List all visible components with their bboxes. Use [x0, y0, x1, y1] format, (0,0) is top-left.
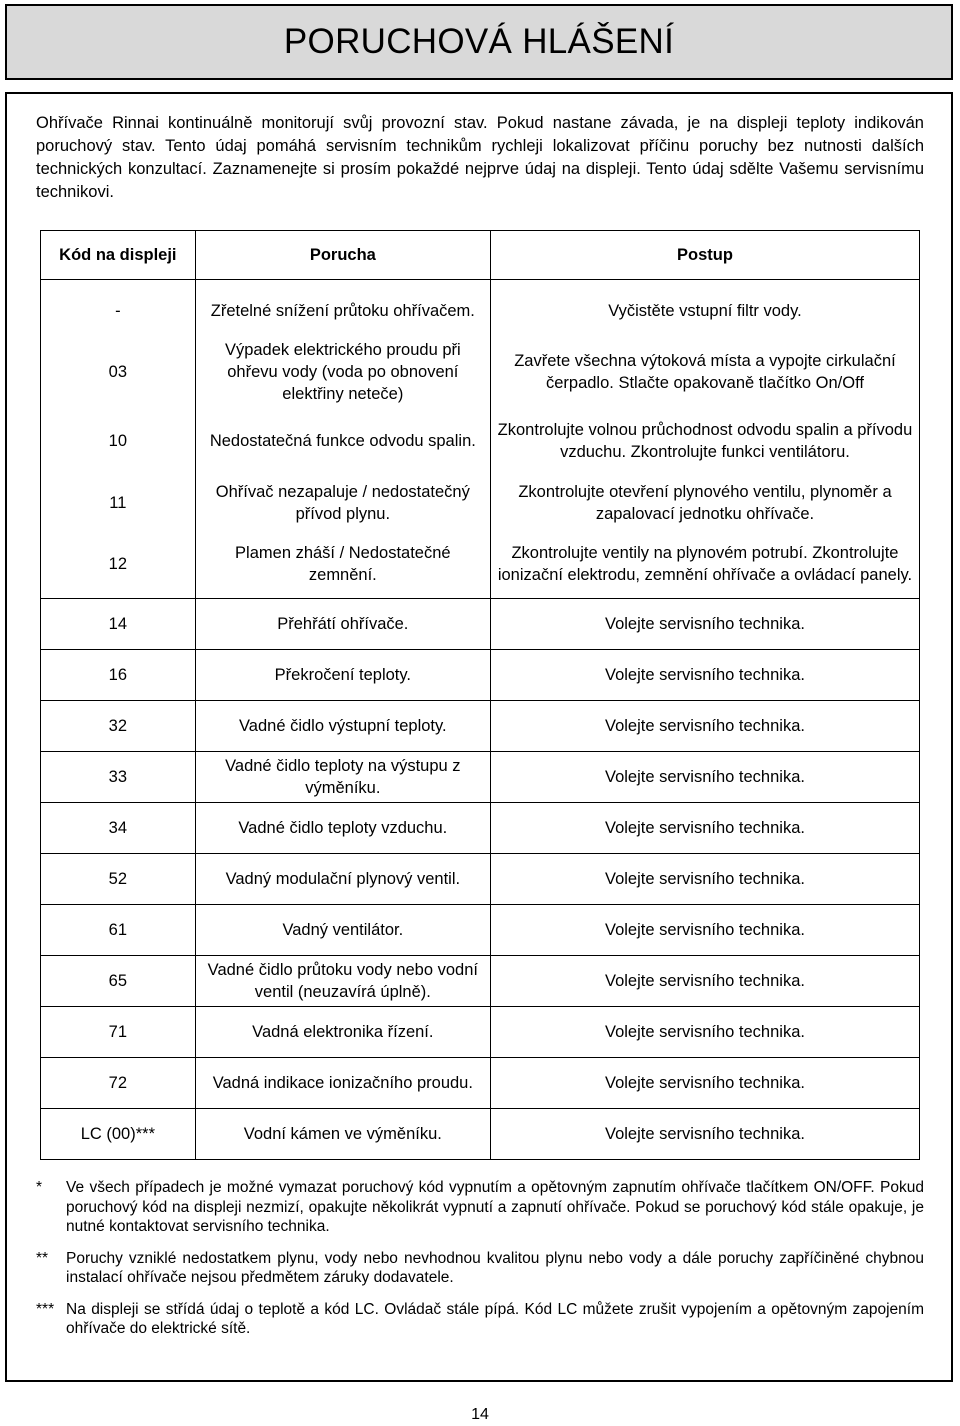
fix-instruction: Volejte servisního technika.	[490, 1058, 919, 1109]
footnote	[36, 1178, 924, 1237]
table-row	[41, 701, 920, 752]
page-number: 14	[471, 1406, 489, 1423]
fault-description: Vadné čidlo průtoku vody nebo vodní ventil (neuzavírá úplně).	[195, 956, 490, 1007]
fix-instruction: Volejte servisního technika.	[490, 599, 919, 650]
table-row	[41, 650, 920, 701]
footnote-marker: *	[36, 1179, 43, 1196]
fault-description: Vadný modulační plynový ventil.	[195, 854, 490, 905]
fault-description: Vadné čidlo teploty vzduchu.	[195, 803, 490, 854]
footnote	[36, 1249, 924, 1288]
fix-instruction: Volejte servisního technika.	[490, 905, 919, 956]
fault-description: Vadná elektronika řízení.	[195, 1007, 490, 1058]
fix-instruction: Zkontrolujte otevření plynového ventilu, plynoměr a zapalovací jednotku ohřívače.	[518, 483, 892, 523]
fault-code: 34	[41, 803, 196, 854]
fix-instruction: Volejte servisního technika.	[490, 701, 919, 752]
fault-code: 14	[41, 599, 196, 650]
fix-instruction: Volejte servisního technika.	[490, 854, 919, 905]
fault-description: Zřetelné snížení průtoku ohřívačem.	[210, 302, 475, 320]
footnote-marker: **	[36, 1249, 49, 1267]
fault-description: Nedostatečná funkce odvodu spalin.	[209, 432, 476, 450]
footnote-marker: ***	[36, 1300, 55, 1318]
fix-instruction: Zkontrolujte volnou průchodnost odvodu spalin a přívodu vzduchu. Zkontrolujte funkci ventilátoru.	[497, 421, 913, 461]
fault-code: 33	[41, 752, 196, 803]
fault-description: Ohřívač nezapaluje / nedostatečný přívod plynu.	[215, 483, 470, 523]
fault-description: Přehřátí ohřívače.	[195, 599, 490, 650]
fault-code: 72	[41, 1058, 196, 1109]
title-box	[5, 4, 953, 80]
table-header-row	[41, 231, 920, 280]
header-code: Kód na displeji	[41, 231, 196, 280]
fault-code: 61	[41, 905, 196, 956]
page-title: PORUCHOVÁ HLÁŠENÍ	[283, 22, 675, 61]
fix-instruction: Zavřete všechna výtoková místa a vypojte cirkulační čerpadlo. Stlačte opakovaně tlačítko On/Off	[514, 352, 896, 392]
table-row	[41, 956, 920, 1007]
table-row	[41, 905, 920, 956]
fault-code: -	[115, 302, 121, 320]
fault-code: 10	[108, 432, 128, 450]
fault-code: 32	[41, 701, 196, 752]
table-row	[41, 752, 920, 803]
fix-instruction: Volejte servisního technika.	[490, 1109, 919, 1160]
fault-description: Vadné čidlo výstupní teploty.	[195, 701, 490, 752]
fix-instruction: Zkontrolujte ventily na plynovém potrubí. Zkontrolujte ionizační elektrodu, zemnění ohřívače a ovládací panely.	[497, 544, 913, 584]
table-row	[41, 803, 920, 854]
fault-description: Výpadek elektrického proudu při ohřevu vody (voda po obnovení elektřiny neteče)	[224, 341, 461, 403]
fault-description: Vadná indikace ionizačního proudu.	[195, 1058, 490, 1109]
header-fix: Postup	[490, 231, 919, 280]
table-row	[41, 854, 920, 905]
header-fault: Porucha	[195, 231, 490, 280]
table-row	[41, 1058, 920, 1109]
fault-description: Plamen zháší / Nedostatečné zemnění.	[235, 544, 451, 584]
fix-instruction: Volejte servisního technika.	[490, 752, 919, 803]
fault-code: 71	[41, 1007, 196, 1058]
table-row	[41, 1109, 920, 1160]
fix-instruction: Volejte servisního technika.	[490, 803, 919, 854]
footnote-text: Na displeji se střídá údaj o teplotě a kód LC. Ovládač stále pípá. Kód LC můžete zrušit vypojením a opětovným zapojením ohřívače do elektrické sítě.	[66, 1300, 924, 1337]
fix-instruction: Volejte servisního technika.	[490, 650, 919, 701]
fault-description: Vodní kámen ve výměníku.	[195, 1109, 490, 1160]
fault-code: LC (00)***	[41, 1109, 196, 1160]
footnotes	[36, 1178, 924, 1351]
fault-code-table	[40, 230, 920, 1160]
group-code-cell	[41, 280, 196, 599]
intro-paragraph: Ohřívače Rinnai kontinuálně monitorují svůj provozní stav. Pokud nastane závada, je na displeji teploty indikován poruchový stav. Tento údaj pomáhá servisním technikům rychleji lokalizovat příčinu poruchy bez nutnosti dalších technických konzultací. Zaznamenejte si prosím pokaždé nejprve údaj na displeji. Tento údaj sdělte Vašemu servisnímu technikovi.	[36, 114, 924, 201]
fault-description: Překročení teploty.	[195, 650, 490, 701]
fix-instruction: Vyčistěte vstupní filtr vody.	[608, 302, 802, 320]
footnote	[36, 1300, 924, 1339]
fault-description: Vadný ventilátor.	[195, 905, 490, 956]
footnote-text: Ve všech případech je možné vymazat poruchový kód vypnutím a opětovným zapnutím ohřívače tlačítkem ON/OFF. Pokud poruchový kód na displeji nezmizí, opakujte několikrát vypnutí a zapnutí ohřívače. Pokud se poruchový kód stále opakuje, je nutné kontaktovat servisního technika.	[66, 1179, 924, 1235]
table-row-group	[41, 280, 920, 599]
fault-code: 16	[41, 650, 196, 701]
table-row	[41, 599, 920, 650]
fault-code: 11	[109, 494, 127, 512]
table-body	[41, 280, 920, 1160]
table-row	[41, 1007, 920, 1058]
fix-instruction: Volejte servisního technika.	[490, 956, 919, 1007]
fault-code: 03	[108, 363, 128, 381]
fix-instruction: Volejte servisního technika.	[490, 1007, 919, 1058]
fault-description: Vadné čidlo teploty na výstupu z výměníku.	[195, 752, 490, 803]
fault-code: 65	[41, 956, 196, 1007]
group-fix-cell	[490, 280, 919, 599]
fault-code: 52	[41, 854, 196, 905]
group-fault-cell	[195, 280, 490, 599]
fault-code: 12	[108, 555, 128, 573]
footnote-text: Poruchy vzniklé nedostatkem plynu, vody nebo nevhodnou kvalitou plynu nebo vody a dále poruchy zapříčiněné chybnou instalací ohřívače nejsou předmětem záruky dodavatele.	[66, 1249, 924, 1286]
